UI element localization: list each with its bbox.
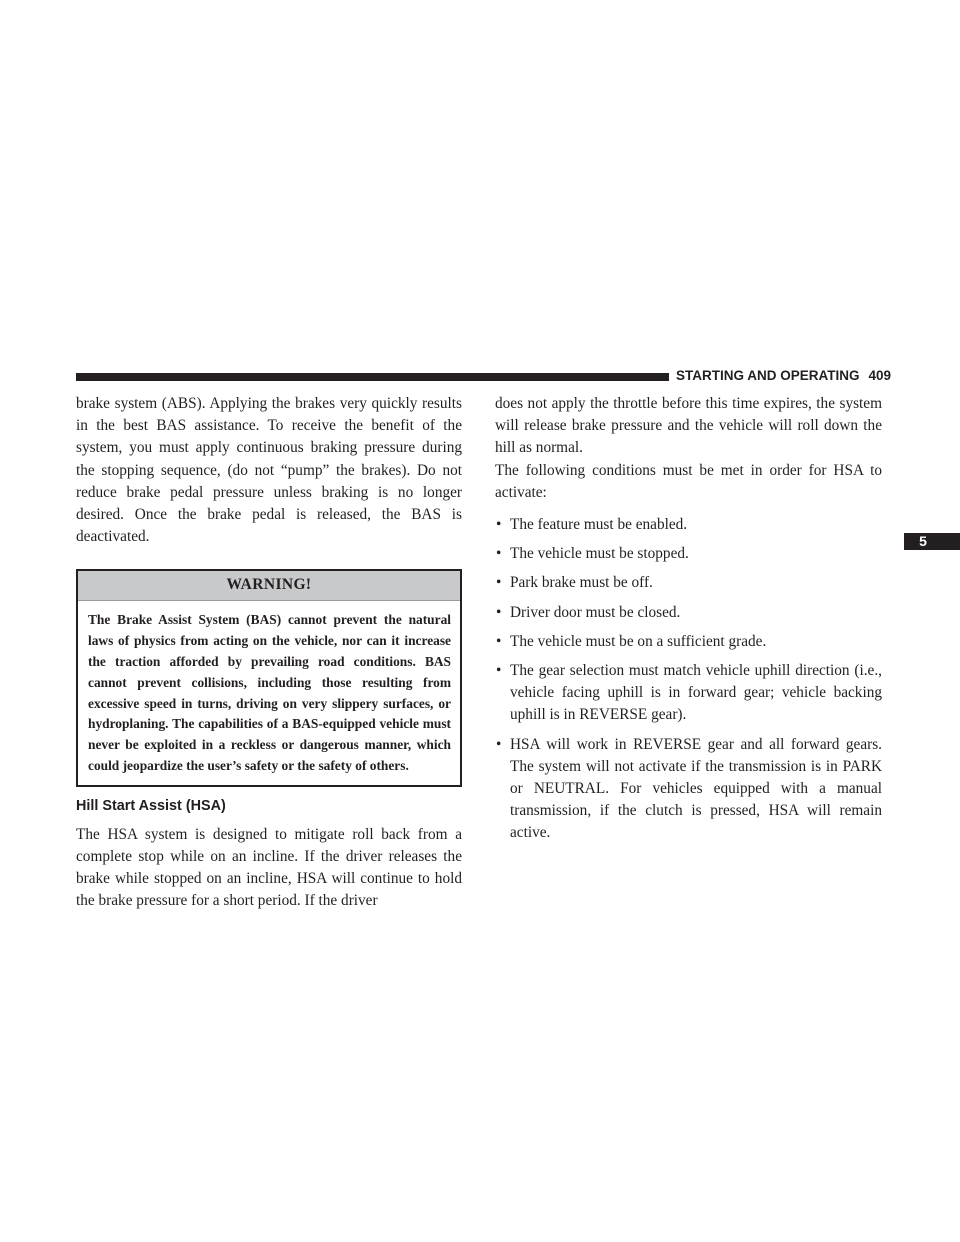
list-item (495, 734, 882, 845)
section-heading: Hill Start Assist (HSA) (76, 797, 226, 814)
list-item-text: The vehicle must be on a sufficient grade. (510, 632, 767, 650)
conditions-intro: The following conditions must be met in order for HSA to activate: (495, 461, 882, 501)
warning-box (76, 569, 462, 786)
list-item (495, 572, 882, 594)
header-rule (76, 373, 669, 381)
list-item-text: Driver door must be closed. (510, 603, 681, 621)
list-item (495, 514, 882, 536)
list-item-text: The feature must be enabled. (510, 516, 688, 534)
left-column (76, 393, 462, 913)
bullet-icon: • (496, 545, 502, 563)
hsa-paragraph: The HSA system is designed to mitigate roll back from a complete stop while on an incline. If the driver releases the brake while stopped on an incline, HSA will continue to hold the brake pressure for a short period. If the driver (76, 825, 462, 910)
list-item-text: The gear selection must match vehicle uphill direction (i.e., vehicle facing uphill is in forward gear; vehicle backing uphill is in REVERSE gear). (510, 662, 882, 724)
page-header (676, 366, 892, 386)
list-item (495, 602, 882, 624)
page-number: 409 (868, 368, 892, 383)
conditions-list (495, 514, 882, 845)
list-item-text: The vehicle must be stopped. (510, 545, 689, 563)
section-title: STARTING AND OPERATING (676, 368, 860, 383)
bullet-icon: • (496, 662, 502, 680)
bullet-icon: • (496, 574, 502, 592)
bullet-icon: • (496, 603, 502, 621)
warning-title: WARNING! (78, 571, 460, 601)
chapter-tab: 5 (904, 533, 960, 550)
bullet-icon: • (496, 735, 502, 753)
right-column (495, 393, 882, 852)
warning-text: The Brake Assist System (BAS) cannot prevent the natural laws of physics from acting on the vehicle, nor can it increase the traction afforded by prevailing road conditions. BAS cannot prevent collisions, including those resulting from excessive speed in turns, driving on very slippery surfaces, or hydroplaning. The capabilities of a BAS-equipped vehicle must never be exploited in a reckless or dangerous manner, which could jeopardize the user’s safety or the safety of others. (88, 612, 451, 773)
list-item (495, 660, 882, 727)
bullet-icon: • (496, 516, 502, 534)
intro-paragraph: brake system (ABS). Applying the brakes very quickly results in the best BAS assistance. To receive the benefit of the system, you must apply continuous braking pressure during the stopping sequence, (do not “pump” the brakes). Do not reduce brake pedal pressure unless braking is no longer desired. Once the brake pedal is released, the BAS is deactivated. (76, 395, 462, 546)
list-item (495, 631, 882, 653)
list-item-text: HSA will work in REVERSE gear and all forward gears. The system will not activate if the transmission is in PARK or NEUTRAL. For vehicles equipped with a manual transmission, if the clutch is pressed, HSA will remain active. (510, 735, 882, 842)
list-item (495, 543, 882, 565)
bullet-icon: • (496, 632, 502, 650)
list-item-text: Park brake must be off. (510, 574, 653, 592)
continued-paragraph: does not apply the throttle before this time expires, the system will release brake pressure and the vehicle will roll down the hill as normal. (495, 395, 882, 457)
